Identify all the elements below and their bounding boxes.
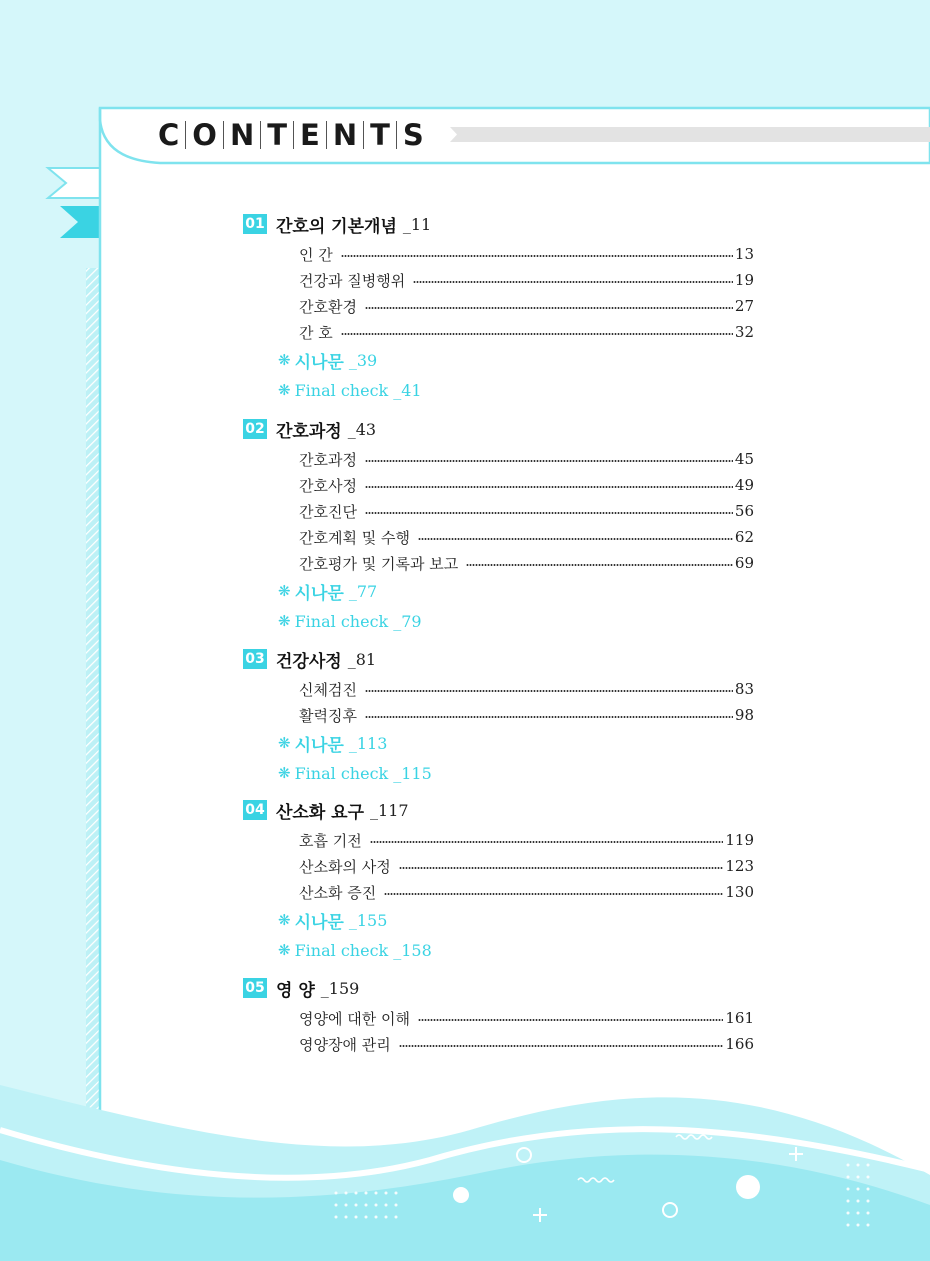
chapter-title: 영 양	[276, 980, 315, 1001]
chapter-number-badge: 02	[243, 419, 267, 439]
asterisk-icon: ❋	[278, 734, 291, 752]
chapter-number-badge: 05	[243, 978, 267, 998]
dot-leader	[365, 512, 733, 514]
chapter-section	[243, 976, 754, 1057]
toc-entry-page: 27	[734, 297, 754, 315]
toc-entry[interactable]	[299, 293, 754, 319]
final-check-entry[interactable]	[278, 606, 754, 636]
chapter-page: _159	[320, 978, 360, 998]
toc-entry[interactable]	[299, 1005, 754, 1031]
dot-leader	[418, 1019, 723, 1021]
chapter-page: _81	[347, 649, 377, 669]
toc-entry-label: 간 호	[299, 323, 333, 342]
chapter-heading[interactable]	[243, 976, 754, 1000]
scenario-page: _39	[348, 350, 378, 370]
toc-entry-label: 활력징후	[299, 706, 357, 725]
dot-leader	[365, 307, 733, 309]
title-letter: T	[267, 118, 288, 152]
asterisk-icon: ❋	[278, 941, 291, 959]
final-check-entry[interactable]	[278, 758, 754, 788]
asterisk-icon: ❋	[278, 764, 291, 782]
toc-entry-label: 간호과정	[299, 450, 357, 469]
dot-leader	[341, 255, 733, 257]
toc-entry-page: 69	[734, 554, 754, 572]
toc-entry[interactable]	[299, 827, 754, 853]
toc-entry-label: 인 간	[299, 245, 333, 264]
toc-entry[interactable]	[299, 853, 754, 879]
toc-entry-label: 영양에 대한 이해	[299, 1009, 410, 1028]
chapter-section	[243, 798, 754, 965]
dot-leader	[418, 538, 733, 540]
toc-entry[interactable]	[299, 319, 754, 345]
toc-entry-label: 간호사정	[299, 476, 357, 495]
asterisk-icon: ❋	[278, 911, 291, 929]
toc-entry-label: 호흡 기전	[299, 831, 362, 850]
toc-entry[interactable]	[299, 446, 754, 472]
chapter-section	[243, 212, 754, 405]
dot-leader	[399, 1045, 724, 1047]
toc-entry[interactable]	[299, 472, 754, 498]
chapter-heading[interactable]	[243, 417, 754, 441]
final-check-page: _41	[393, 380, 422, 400]
toc-entry-label: 산소화 증진	[299, 883, 377, 902]
dot-leader	[365, 486, 733, 488]
final-check-label: Final check	[294, 611, 389, 631]
chapter-heading[interactable]	[243, 798, 754, 822]
final-check-label: Final check	[294, 763, 389, 783]
chapter-title: 건강사정	[276, 651, 342, 672]
final-check-page: _115	[393, 763, 432, 783]
toc-entry[interactable]	[299, 267, 754, 293]
final-check-entry[interactable]	[278, 375, 754, 405]
scenario-page: _77	[348, 581, 378, 601]
chapter-page: _117	[370, 800, 409, 820]
final-check-page: _79	[393, 611, 422, 631]
toc-entry[interactable]	[299, 702, 754, 728]
toc-entry-page: 166	[725, 1035, 754, 1053]
scenario-label: 시나문	[294, 583, 344, 604]
asterisk-icon: ❋	[278, 351, 291, 369]
toc-entry[interactable]	[299, 1031, 754, 1057]
dot-leader	[370, 841, 724, 843]
chapter-section	[243, 647, 754, 788]
toc-entry-page: 49	[734, 476, 754, 494]
scenario-entry[interactable]	[278, 728, 754, 758]
toc-entry[interactable]	[299, 879, 754, 905]
chapter-page: _11	[402, 214, 432, 234]
dot-leader	[466, 564, 733, 566]
toc-entry-page: 123	[725, 857, 754, 875]
chapter-title: 간호과정	[276, 421, 342, 442]
scenario-label: 시나문	[294, 352, 344, 373]
scenario-page: _113	[348, 733, 388, 753]
chapter-number-badge: 01	[243, 214, 267, 234]
asterisk-icon: ❋	[278, 612, 291, 630]
title-letter: N	[229, 118, 255, 152]
title-letter: N	[332, 118, 358, 152]
toc-entry-label: 신체검진	[299, 680, 357, 699]
final-check-entry[interactable]	[278, 935, 754, 965]
toc-entry-label: 간호진단	[299, 502, 357, 521]
title-letter: E	[300, 118, 320, 152]
dot-leader	[365, 690, 733, 692]
toc-entry-page: 45	[734, 450, 754, 468]
asterisk-icon: ❋	[278, 381, 291, 399]
scenario-entry[interactable]	[278, 905, 754, 935]
dot-leader	[365, 716, 733, 718]
chapter-title: 산소화 요구	[276, 802, 365, 823]
chapter-page: _43	[347, 419, 377, 439]
chapter-section	[243, 417, 754, 636]
toc-entry-page: 83	[734, 680, 754, 698]
toc-entry-page: 98	[734, 706, 754, 724]
toc-entry-label: 건강과 질병행위	[299, 271, 406, 290]
dot-leader	[413, 281, 733, 283]
toc-entry-page: 161	[725, 1009, 754, 1027]
toc-entry[interactable]	[299, 550, 754, 576]
toc-entry-label: 간호평가 및 기록과 보고	[299, 554, 459, 573]
dot-leader	[341, 333, 733, 335]
toc-entry-label: 간호환경	[299, 297, 357, 316]
toc-entry-page: 62	[734, 528, 754, 546]
toc-entry-label: 간호계획 및 수행	[299, 528, 410, 547]
scenario-entry[interactable]	[278, 576, 754, 606]
toc-entry[interactable]	[299, 676, 754, 702]
toc-entry-page: 130	[725, 883, 754, 901]
toc-entry-page: 56	[734, 502, 754, 520]
scenario-page: _155	[348, 910, 388, 930]
toc-entry-page: 119	[725, 831, 754, 849]
chapter-heading[interactable]	[243, 212, 754, 236]
title-letter: T	[370, 118, 390, 152]
asterisk-icon: ❋	[278, 582, 291, 600]
chapter-heading[interactable]	[243, 647, 754, 671]
toc-entry[interactable]	[299, 241, 754, 267]
toc-entry-label: 영양장애 관리	[299, 1035, 391, 1054]
title-letter: S	[402, 118, 424, 152]
chapter-title: 간호의 기본개념	[276, 216, 397, 237]
scenario-label: 시나문	[294, 912, 344, 933]
scenario-label: 시나문	[294, 735, 344, 756]
chapter-number-badge: 04	[243, 800, 267, 820]
final-check-label: Final check	[294, 940, 389, 960]
final-check-label: Final check	[294, 380, 389, 400]
toc-entry-page: 32	[734, 323, 754, 341]
toc-entry-label: 산소화의 사정	[299, 857, 391, 876]
dot-leader	[384, 893, 723, 895]
toc-entry[interactable]	[299, 498, 754, 524]
toc-entry-page: 19	[734, 271, 754, 289]
scenario-entry[interactable]	[278, 345, 754, 375]
toc-entry-page: 13	[734, 245, 754, 263]
chapter-number-badge: 03	[243, 649, 267, 669]
toc-entry[interactable]	[299, 524, 754, 550]
dot-leader	[365, 460, 733, 462]
title-letter: O	[192, 118, 217, 152]
final-check-page: _158	[393, 940, 432, 960]
title-letter: C	[158, 118, 180, 152]
dot-leader	[399, 867, 724, 869]
